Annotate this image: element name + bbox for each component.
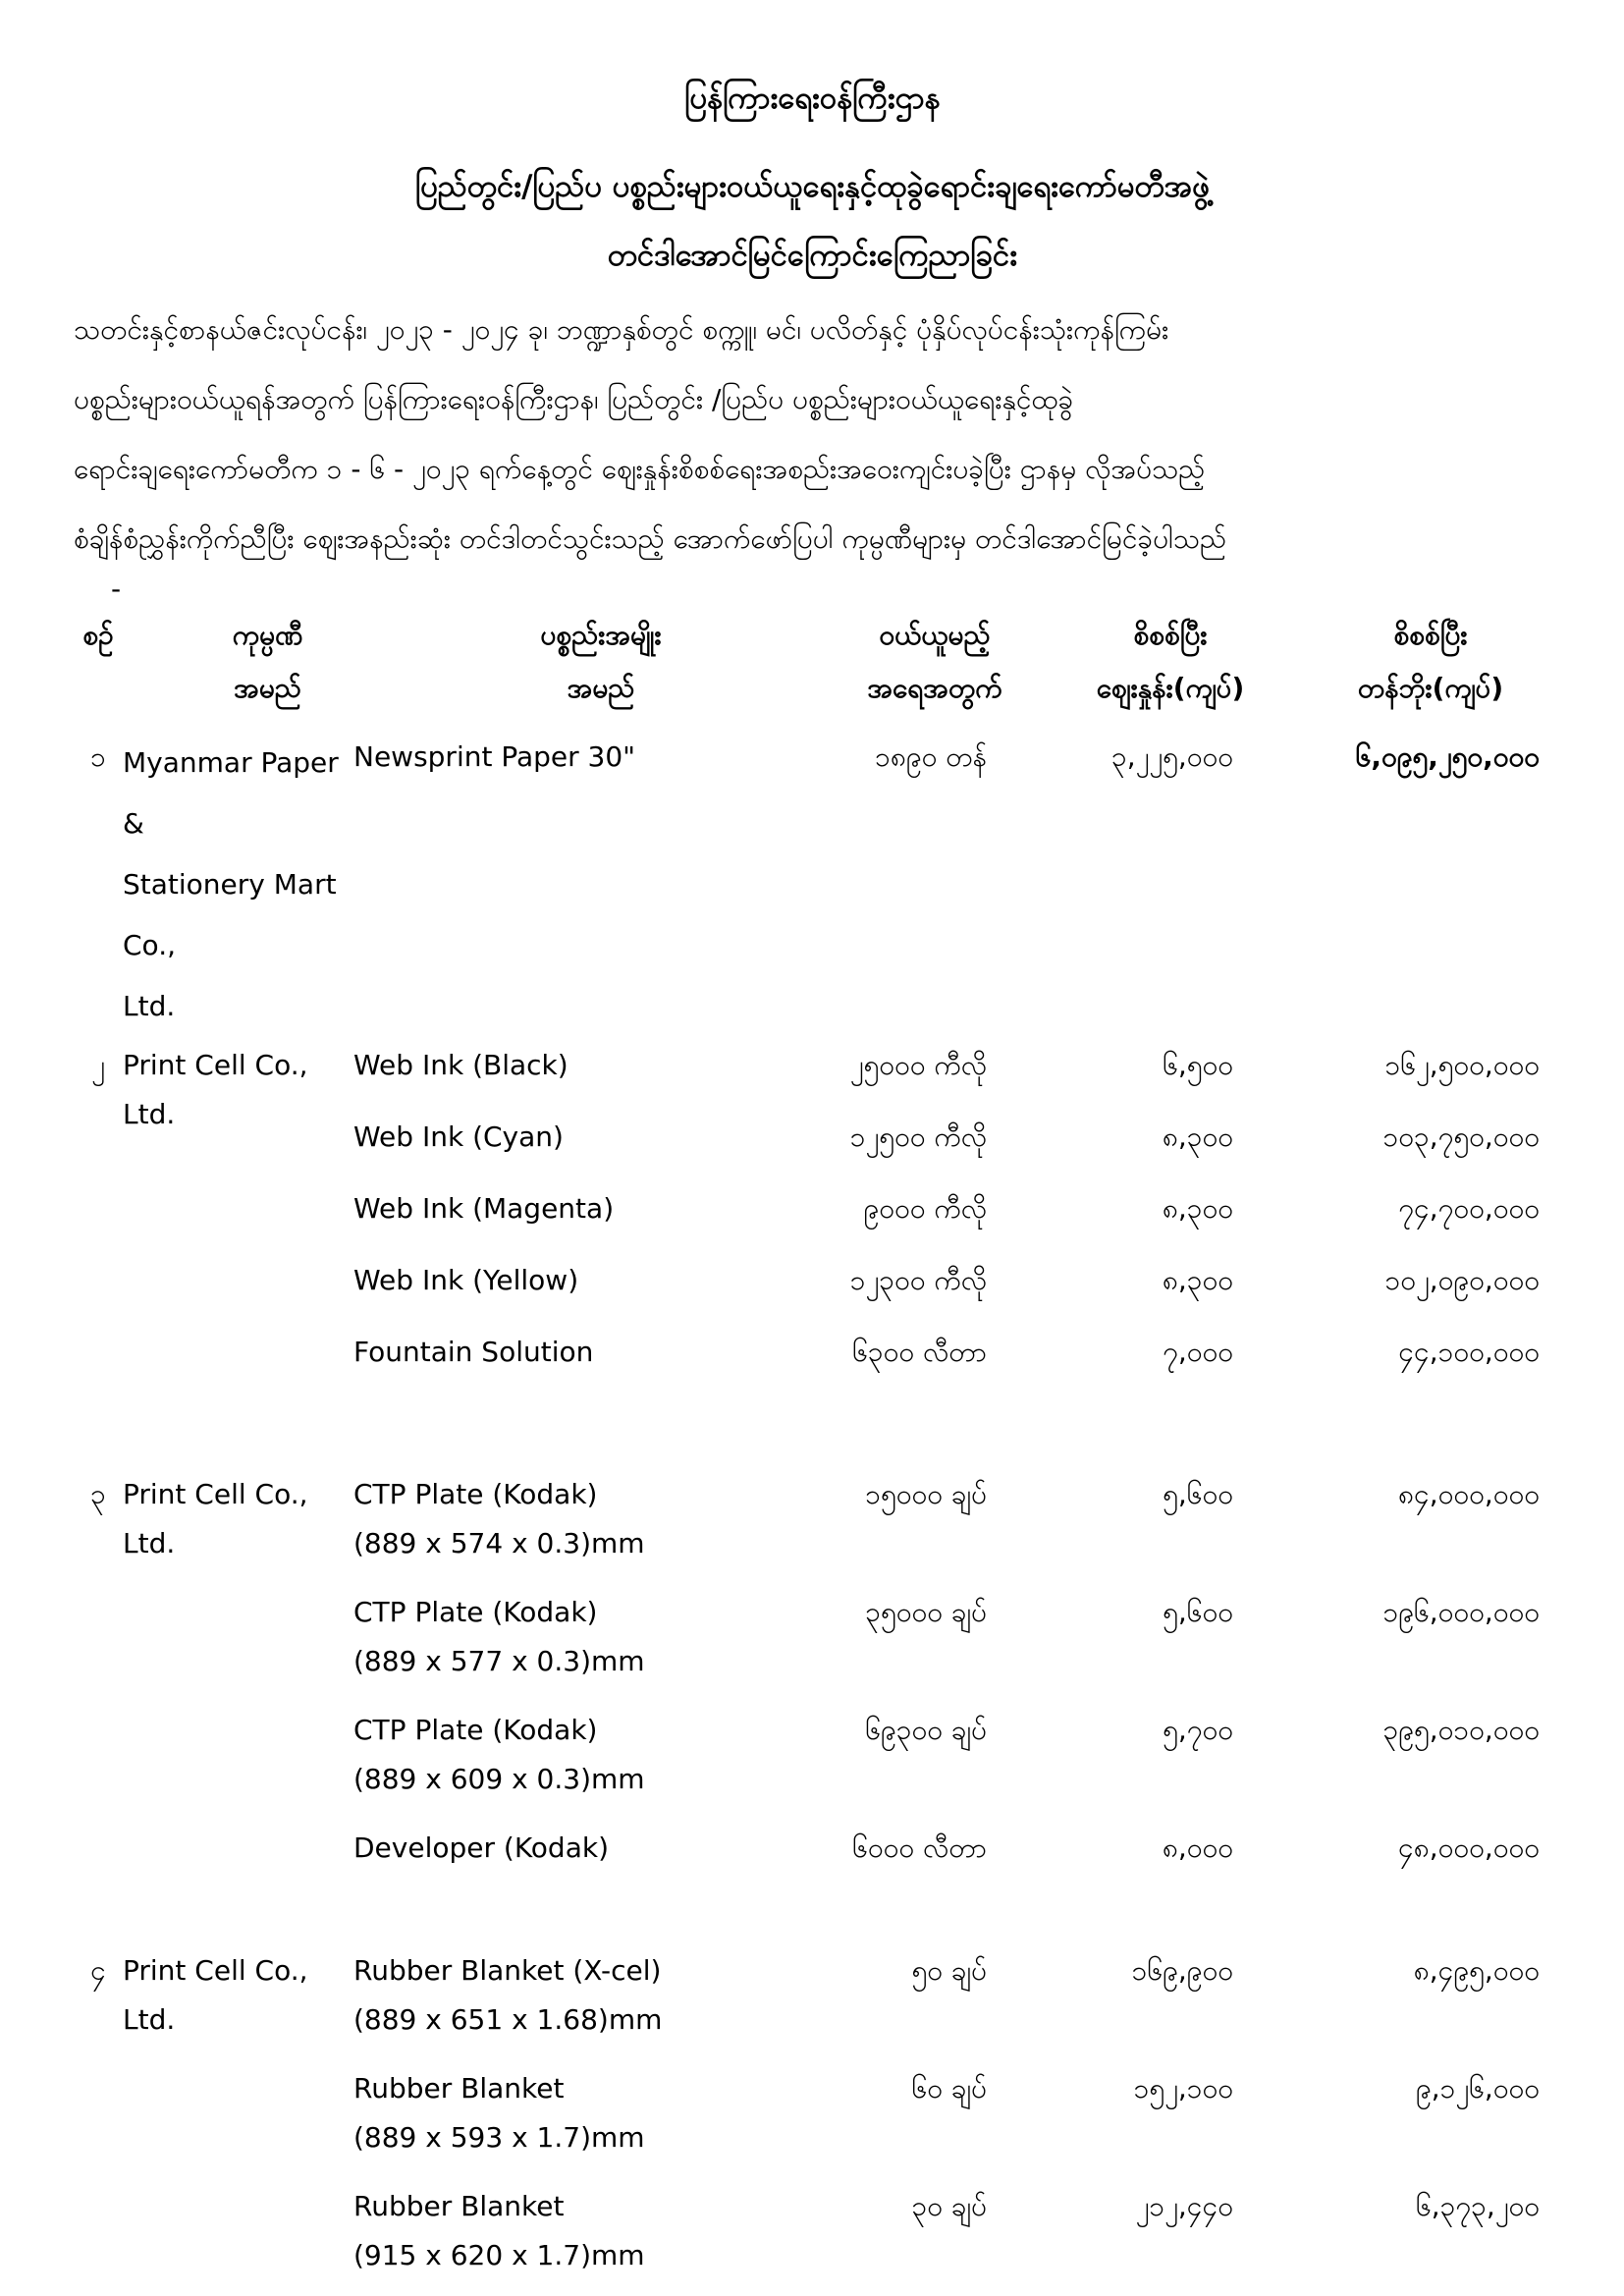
announcement-title: တင်ဒါအောင်မြင်ကြောင်းကြေညာခြင်း [607, 238, 1018, 273]
col-header-company-line1: ကုမ္ပဏီ [232, 619, 303, 651]
item-row [353, 1946, 1542, 2045]
tender-table [74, 609, 1551, 2280]
company-name [123, 733, 353, 1037]
col-header-item-line2: အမည် [567, 672, 635, 704]
intro-line-1: သတင်းနှင့်စာနယ်ဇင်းလုပ်ငန်း၊ ၂၀၂၃ - ၂၀၂၄ ခု၊ ဘဏ္ဍာနှစ်တွင် စက္ကူ၊ မင်၊ ပလိတ်နှင့် ပုံနှိပ်လုပ်ငန်းသုံးကုန်ကြမ်း [74, 313, 1169, 346]
item-row [353, 1113, 1542, 1162]
item-value: ၆,၃၇၃,၂၀၀ [1415, 2190, 1540, 2222]
item-row [353, 1470, 1542, 1568]
item-value: ၆,၀၉၅,၂၅၀,၀၀၀ [1355, 740, 1540, 773]
company-name [123, 1470, 353, 1873]
item-name [353, 1824, 677, 1873]
item-size-text: (889 x 577 x 0.3)mm [353, 1645, 645, 1677]
row-number: ၂ [91, 1049, 105, 1081]
item-value: ၄၈,၀၀၀,၀၀၀ [1397, 1831, 1540, 1864]
company-name-line: Print Cell Co., Ltd. [123, 1478, 308, 1559]
col-header-price-line2: ဈေးနှုန်း(ကျပ်) [1096, 672, 1245, 704]
item-list [353, 1041, 1542, 1377]
item-row [353, 1256, 1542, 1305]
item-value: ၁၀၂,၀၉၀,၀၀၀ [1384, 1264, 1540, 1296]
row-number: ၄ [90, 1954, 106, 1987]
item-name-text: Newsprint Paper 30" [353, 740, 636, 773]
item-name-text: Developer (Kodak) [353, 1831, 609, 1864]
item-name-text: Fountain Solution [353, 1336, 594, 1368]
dash-mark: - [111, 573, 122, 605]
item-quantity: ၁၂၃၀၀ ကီလို [849, 1264, 987, 1296]
committee-title: ပြည်တွင်း/ပြည်ပ ပစ္စည်းများဝယ်ယူရေးနှင့်ထုခွဲရောင်းချရေးကော်မတီအဖွဲ့ [415, 169, 1210, 204]
item-quantity: ၆၃၀၀ လီတာ [852, 1336, 987, 1368]
ministry-title: ပြန်ကြားရေးဝန်ကြီးဌာန [684, 81, 941, 116]
item-name [353, 1184, 677, 1233]
item-quantity: ၆၉၃၀၀ ချပ် [865, 1714, 987, 1746]
item-value: ၁၆၂,၅၀၀,၀၀၀ [1384, 1049, 1540, 1081]
item-price: ၈,၃၀၀ [1162, 1121, 1233, 1153]
item-row [353, 1184, 1542, 1233]
item-size-text: (889 x 593 x 1.7)mm [353, 2121, 645, 2154]
item-value: ၃၉၅,၀၁၀,၀၀၀ [1382, 1714, 1540, 1746]
item-row [353, 1328, 1542, 1377]
table-row [74, 1041, 1551, 1377]
item-value: ၁၀၃,၇၅၀,၀၀၀ [1382, 1121, 1540, 1153]
col-header-value-line1: စိစစ်ပြီး [1393, 619, 1468, 651]
item-price: ၅,၆၀၀ [1163, 1596, 1233, 1628]
company-name-line: Stationery Mart Co., [123, 868, 337, 961]
item-price: ၅,၇၀၀ [1163, 1714, 1233, 1746]
item-row [353, 1824, 1542, 1873]
item-quantity: ၁၈၉၀ တန် [875, 740, 987, 773]
item-name [353, 1256, 677, 1305]
item-name-text: Rubber Blanket (X-cel) [353, 1954, 662, 1987]
item-row [353, 1706, 1542, 1804]
item-row [353, 733, 1542, 1037]
company-name-line: Myanmar Paper & [123, 746, 339, 840]
item-quantity: ၂၅၀၀၀ ကီလို [849, 1049, 987, 1081]
item-price: ၈,၃၀၀ [1162, 1192, 1233, 1225]
intro-line-4: စံချိန်စံညွှန်းကိုက်ညီပြီး ဈေးအနည်းဆုံး တင်ဒါတင်သွင်းသည့် အောက်ဖော်ပြပါ ကုမ္ပဏီများမှ တင်ဒါအောင်မြင်ခဲ့ပါသည် [74, 522, 1227, 555]
col-header-company [152, 609, 383, 715]
col-header-no-line1: စဉ် [82, 619, 114, 651]
item-price: ၂၁၂,၄၄၀ [1135, 2190, 1233, 2222]
col-header-value [1278, 609, 1583, 715]
table-row [74, 1946, 1551, 2280]
item-list [353, 1946, 1542, 2280]
intro-paragraph [74, 295, 1551, 574]
row-number: ၁ [90, 740, 106, 773]
item-value: ၈,၄၉၅,၀၀၀ [1413, 1954, 1540, 1987]
table-header-row [74, 609, 1551, 715]
col-header-company-line2: အမည် [234, 672, 301, 704]
item-name-text: Rubber Blanket [353, 2072, 565, 2105]
item-price: ၈,၃၀၀ [1162, 1264, 1233, 1296]
item-name-text: Web Ink (Magenta) [353, 1192, 615, 1225]
table-row [74, 1470, 1551, 1873]
item-price: ၁၅၂,၁၀၀ [1133, 2072, 1233, 2105]
item-value: ၉,၁၂၆,၀၀၀ [1415, 2072, 1540, 2105]
item-name-text: Rubber Blanket [353, 2190, 565, 2222]
table-row [74, 733, 1551, 1037]
item-name [353, 1041, 677, 1090]
company-name-line: Print Cell Co., Ltd. [123, 1049, 308, 1130]
col-header-no [74, 609, 123, 715]
company-name-line: Print Cell Co., Ltd. [123, 1954, 308, 2036]
item-size-text: (889 x 651 x 1.68)mm [353, 2003, 663, 2036]
intro-line-2: ပစ္စည်းများဝယ်ယူရန်အတွက် ပြန်ကြားရေးဝန်ကြီးဌာန၊ ပြည်တွင်း /ပြည်ပ ပစ္စည်းများဝယ်ယူရေးနှင့်ထုခွဲ [74, 383, 1074, 415]
item-name [353, 733, 677, 1037]
item-quantity: ၅၀ ချပ် [911, 1954, 987, 1987]
item-row [353, 2182, 1542, 2280]
item-size-text: (889 x 609 x 0.3)mm [353, 1763, 645, 1795]
company-name [123, 1946, 353, 2280]
item-name [353, 2064, 677, 2162]
row-number: ၃ [90, 1478, 106, 1510]
item-row [353, 2064, 1542, 2162]
item-quantity: ၁၂၅၀၀ ကီလို [849, 1121, 987, 1153]
item-name [353, 2182, 677, 2280]
col-header-price [1053, 609, 1288, 715]
col-header-quantity-line2: အရေအတွက် [867, 672, 1002, 704]
item-name [353, 1328, 677, 1377]
item-price: ၅,၆၀၀ [1163, 1478, 1233, 1510]
item-quantity: ၆၀ ချပ် [911, 2072, 987, 2105]
item-quantity: ၃၀ ချပ် [911, 2190, 987, 2222]
item-quantity: ၁၅၀၀၀ ချပ် [865, 1478, 987, 1510]
item-size-text: (889 x 574 x 0.3)mm [353, 1527, 645, 1559]
item-price: ၁၆၉,၉၀၀ [1131, 1954, 1233, 1987]
item-price: ၆,၅၀၀ [1163, 1049, 1233, 1081]
company-name-line: Ltd. [123, 990, 176, 1022]
item-size-text: (915 x 620 x 1.7)mm [353, 2239, 645, 2271]
item-name [353, 1706, 677, 1804]
item-quantity: ၃၅၀၀၀ ချပ် [865, 1596, 987, 1628]
item-list [353, 733, 1542, 1037]
intro-line-3: ရောင်းချရေးကော်မတီက ၁ - ၆ - ၂၀၂၃ ရက်နေ့တွင် ဈေးနှုန်းစိစစ်ရေးအစည်းအဝေးကျင်းပခဲ့ပြီး ဌာနမှ လိုအပ်သည့် [74, 453, 1206, 485]
item-price: ၇,၀၀၀ [1163, 1336, 1233, 1368]
item-name [353, 1588, 677, 1686]
col-header-item [439, 609, 763, 715]
item-price: ၃,၂၂၅,၀၀၀ [1110, 740, 1233, 773]
col-header-price-line1: စိစစ်ပြီး [1133, 619, 1208, 651]
item-name [353, 1946, 677, 2045]
item-value: ၇၄,၇၀၀,၀၀၀ [1398, 1192, 1540, 1225]
col-header-value-line2: တန်ဘိုး(ကျပ်) [1357, 672, 1504, 704]
col-header-item-line1: ပစ္စည်းအမျိုး [540, 619, 662, 651]
item-price: ၈,၀၀၀ [1162, 1831, 1233, 1864]
item-name-text: Web Ink (Yellow) [353, 1264, 579, 1296]
item-value: ၁၉၆,၀၀၀,၀၀၀ [1382, 1596, 1540, 1628]
item-name-text: CTP Plate (Kodak) [353, 1596, 598, 1628]
item-name-text: Web Ink (Cyan) [353, 1121, 564, 1153]
company-name [123, 1041, 353, 1377]
item-name-text: CTP Plate (Kodak) [353, 1714, 598, 1746]
item-list [353, 1470, 1542, 1873]
col-header-quantity-line1: ဝယ်ယူမည့် [879, 619, 991, 651]
item-value: ၈၄,၀၀၀,၀၀၀ [1397, 1478, 1540, 1510]
item-quantity: ၉၀၀၀ ကီလို [863, 1192, 987, 1225]
item-name-text: Web Ink (Black) [353, 1049, 568, 1081]
item-name [353, 1470, 677, 1568]
item-row [353, 1588, 1542, 1686]
item-quantity: ၆၀၀၀ လီတာ [852, 1831, 987, 1864]
item-name [353, 1113, 677, 1162]
item-value: ၄၄,၁၀၀,၀၀၀ [1398, 1336, 1540, 1368]
item-row [353, 1041, 1542, 1090]
col-header-quantity [773, 609, 1097, 715]
item-name-text: CTP Plate (Kodak) [353, 1478, 598, 1510]
